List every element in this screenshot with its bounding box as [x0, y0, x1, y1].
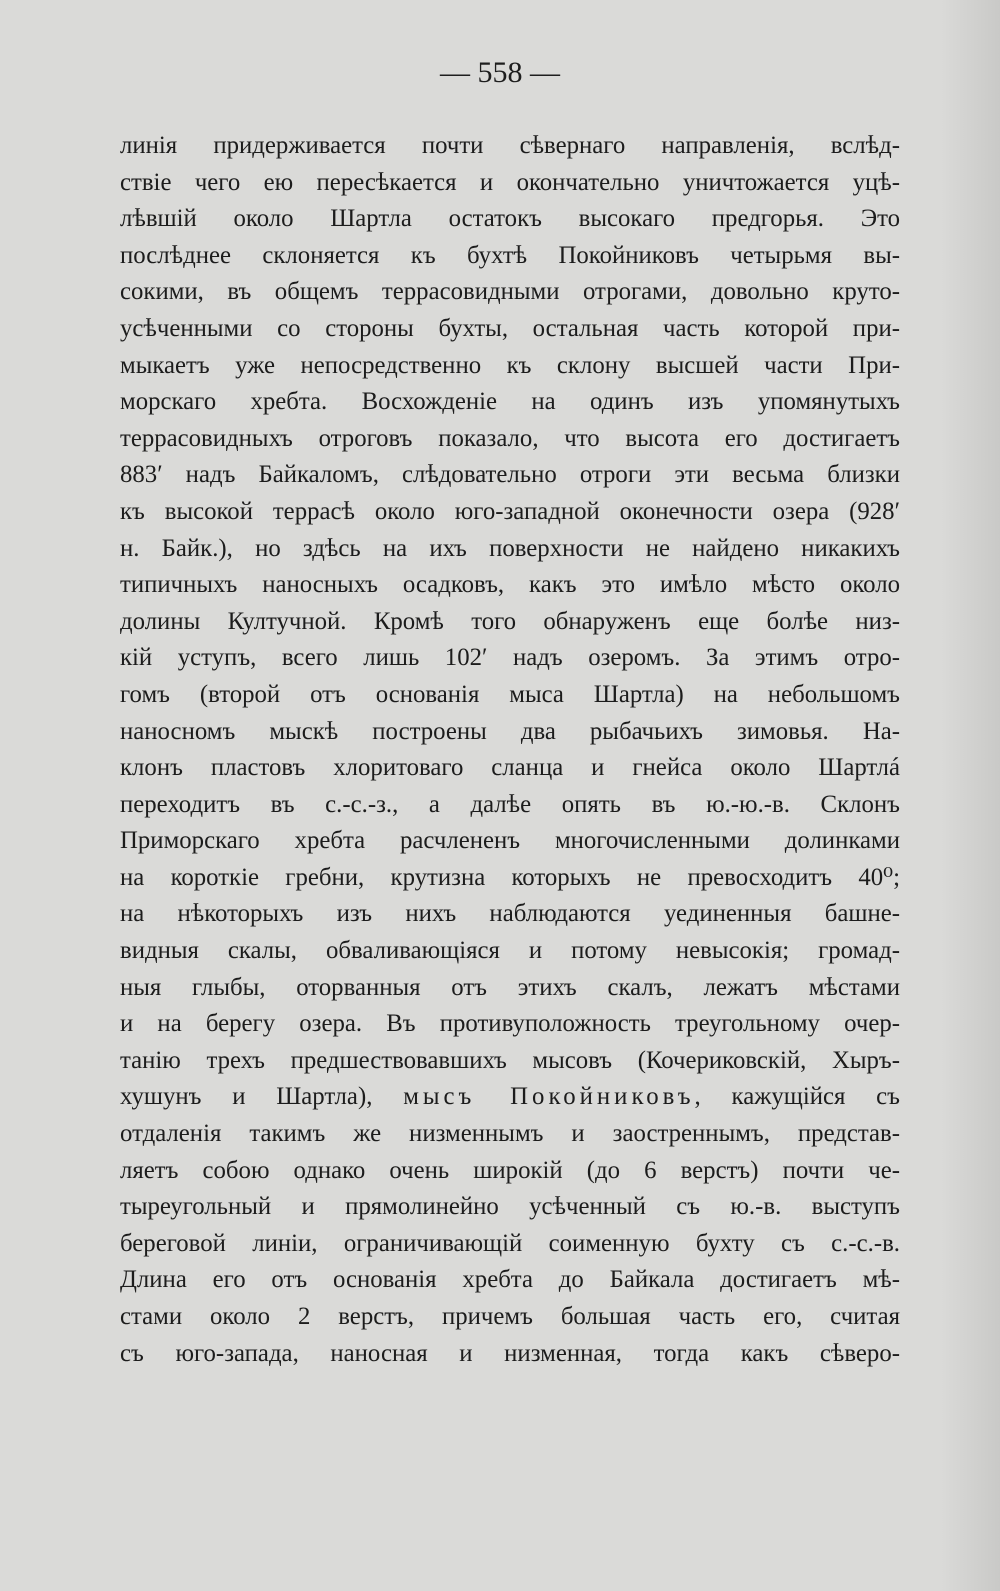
- text-line: стами около 2 верстъ, причемъ большая часть его, считая: [120, 1303, 900, 1330]
- text-line: гомъ (второй отъ основанія мыса Шартла) на небольшомъ: [120, 680, 900, 708]
- text-line: ныя глыбы, оторванныя отъ этихъ скалъ, лежатъ мѣстами: [120, 973, 900, 1001]
- text-line: террасовидныхъ отроговъ показало, что высота его достигаетъ: [120, 424, 900, 452]
- text-line: линія придерживается почти сѣвернаго направленія, вслѣд-: [120, 132, 900, 159]
- text-line: видныя скалы, обваливающіяся и потому невысокія; громад-: [120, 937, 900, 965]
- text-line: 883′ надъ Байкаломъ, слѣдовательно отроги эти весьма близки: [120, 461, 900, 489]
- text-line: на нѣкоторыхъ изъ нихъ наблюдаются уединенныя башне-: [120, 900, 900, 928]
- text-line: морскаго хребта. Восхожденіе на одинъ изъ упомянутыхъ: [120, 388, 900, 416]
- text-line: береговой линіи, ограничивающій соименную бухту съ с.-с.-в.: [120, 1229, 900, 1257]
- text-line: долины Култучной. Кромѣ того обнаруженъ еще болѣе низ-: [120, 607, 900, 635]
- text-line: ствіе чего ею пересѣкается и окончательно уничтожается уцѣ-: [120, 168, 900, 196]
- text-line: отдаленія такимъ же низменнымъ и заостреннымъ, представ-: [120, 1120, 900, 1148]
- text-line: танію трехъ предшествовавшихъ мысовъ (Кочериковскій, Хыръ-: [120, 1046, 900, 1074]
- text-line-with-spaced-name: [120, 1079, 900, 1116]
- text-fragment: хушунъ и Шартла),: [120, 1083, 373, 1111]
- body-text: [120, 128, 900, 1372]
- text-line: сокими, въ общемъ террасовидными отрогами, довольно круто-: [120, 278, 900, 306]
- text-line: усѣченными со стороны бухты, остальная часть которой при-: [120, 314, 900, 342]
- text-line: и на берегу озера. Въ противуположность треугольному очер-: [120, 1010, 900, 1038]
- text-line: тыреугольный и прямолинейно усѣченный съ ю.-в. выступъ: [120, 1193, 900, 1221]
- text-line: лѣвшій около Шартла остатокъ высокаго предгорья. Это: [120, 205, 900, 233]
- text-line: Длина его отъ основанія хребта до Байкала достигаетъ мѣ-: [120, 1266, 900, 1294]
- text-line: наносномъ мыскѣ построены два рыбачьихъ зимовья. На-: [120, 717, 900, 745]
- text-line: кій уступъ, всего лишь 102′ надъ озеромъ. За этимъ отро-: [120, 644, 900, 672]
- text-line: н. Байк.), но здѣсь на ихъ поверхности не найдено никакихъ: [120, 534, 900, 562]
- emphasized-cape-name: мысъ Покойниковъ: [403, 1083, 695, 1111]
- text-line: переходитъ въ с.-с.-з., а далѣе опять въ ю.-ю.-в. Склонъ: [120, 790, 900, 818]
- text-line: послѣднее склоняется къ бухтѣ Покойниковъ четырьмя вы-: [120, 241, 900, 269]
- page-number: — 558 —: [440, 56, 560, 89]
- page-edge-shadow: [940, 0, 1000, 1591]
- text-line: Приморскаго хребта расчлененъ многочисленными долинками: [120, 827, 900, 855]
- text-line: клонъ пластовъ хлоритоваго сланца и гнейса около Шартлá: [120, 754, 900, 782]
- text-line: на короткіе гребни, крутизна которыхъ не превосходитъ 40⁰;: [120, 863, 900, 891]
- text-line: ляетъ собою однако очень широкій (до 6 верстъ) почти че-: [120, 1156, 900, 1184]
- text-fragment: , кажущійся съ: [694, 1083, 900, 1111]
- text-line: типичныхъ наносныхъ осадковъ, какъ это имѣло мѣсто около: [120, 571, 900, 599]
- text-line: съ юго-запада, наносная и низменная, тогда какъ сѣверо-: [120, 1339, 900, 1367]
- text-line: мыкаетъ уже непосредственно къ склону высшей части При-: [120, 351, 900, 379]
- text-line: къ высокой террасѣ около юго-западной оконечности озера (928′: [120, 497, 900, 525]
